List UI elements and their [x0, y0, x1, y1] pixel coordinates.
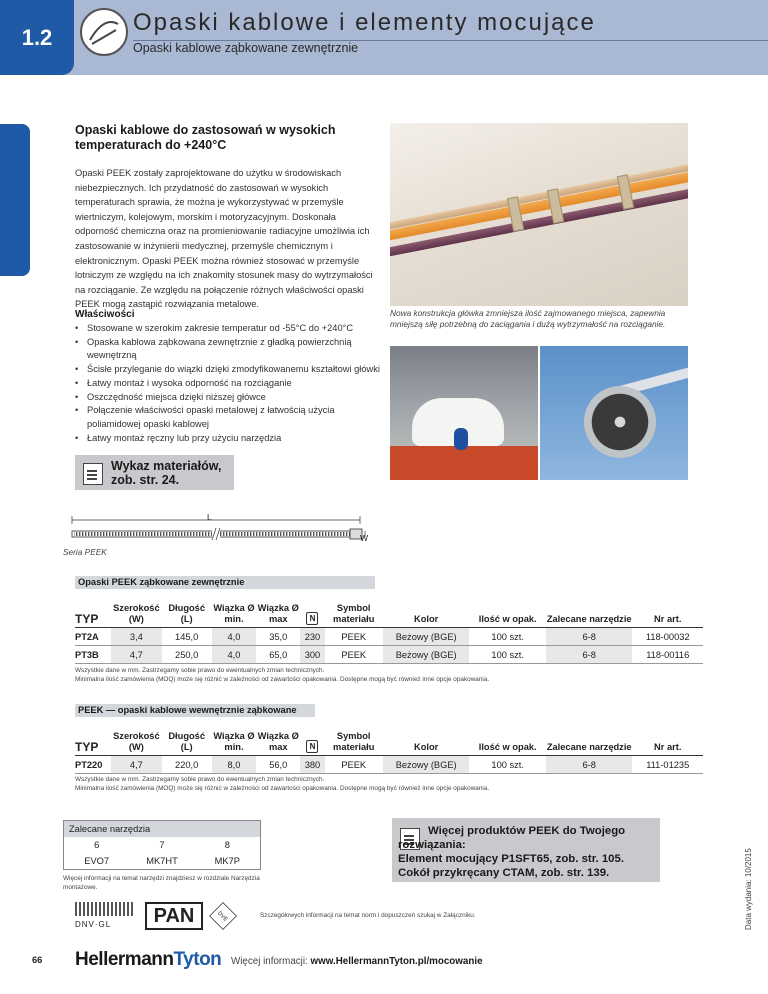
property-item: • Opaska kablowa ząbkowana zewnętrznie z gładką powierzchnią wewnętrzną	[75, 336, 390, 363]
tool-numbers: 6 7 8	[94, 840, 230, 850]
cert-note: Szczegółowych informacji na temat norm i dopuszczeń szukaj w Załączniku.	[260, 912, 476, 919]
properties-list	[75, 322, 390, 445]
page-subtitle: Opaski kablowe ząbkowane zewnętrznie	[133, 41, 359, 55]
col-max: Wiązka Ø max	[256, 731, 300, 756]
col-qty: Ilość w opak.	[469, 731, 545, 756]
table-row: PT2A 3,4 145,0 4,0 35,0 230 PEEK Beżowy (BGE) 100 szt. 6-8 118-00032	[75, 628, 703, 646]
section-number: 1.2	[0, 0, 74, 75]
materials-reference[interactable]	[75, 455, 234, 490]
col-min: Wiązka Ø min.	[212, 731, 256, 756]
col-qty: Ilość w opak.	[469, 603, 545, 628]
dve-logo: DVE	[209, 902, 237, 930]
table-header-row	[75, 603, 703, 628]
table2-title: PEEK — opaski kablowe wewnętrznie ząbkowane	[75, 704, 315, 717]
property-item: • Łatwy montaż ręczny lub przy użyciu narzędzia	[75, 432, 390, 446]
document-icon	[83, 463, 103, 485]
table2-note: Wszystkie dane w mm. Zastrzegamy sobie prawo do ewentualnych zmian technicznych. Minimalna ilość zamówienia (MOQ) może się różnić w zależności od zawartości opakowania. Dostępne mogą być również inne opcje opakowania.	[75, 776, 490, 792]
dnv-logo-icon	[75, 902, 135, 916]
tools-title: Zalecane narzędzia	[64, 821, 260, 837]
col-tensile	[300, 603, 324, 628]
col-typ: TYP	[75, 731, 111, 756]
footer-info: Więcej informacji: www.HellermannTyton.pl/mocowanie	[231, 956, 483, 967]
col-tool: Zalecane narzędzie	[546, 603, 633, 628]
brand-logo[interactable]: HellermannTyton	[75, 949, 222, 970]
more-products-box[interactable]	[392, 818, 660, 882]
width-label: W	[360, 533, 369, 543]
col-max: Wiązka Ø max	[256, 603, 300, 628]
property-item: • Oszczędność miejsca dzięki niższej główce	[75, 391, 390, 405]
tool-names: EVO7 MK7HT MK7P	[84, 856, 240, 866]
col-tool: Zalecane narzędzie	[546, 731, 633, 756]
col-width: Szerokość (W)	[111, 603, 161, 628]
edition-date: Data wydania: 10/2015	[744, 848, 753, 930]
dnv-label: DNV·GL	[75, 920, 112, 929]
table1-title: Opaski PEEK ząbkowane zewnętrznie	[75, 576, 375, 589]
materials-text-2: zob. str. 24.	[111, 473, 180, 487]
col-typ: TYP	[75, 603, 111, 628]
cable-tie-icon	[80, 8, 128, 56]
col-length: Długość (L)	[162, 731, 212, 756]
more-line-2: Element mocujący P1SFT65, zob. str. 105.	[398, 853, 625, 865]
side-tab	[0, 124, 30, 276]
pan-logo: PAN	[145, 902, 203, 930]
col-material: Symbol materiału	[325, 603, 383, 628]
jet-engine-photo	[540, 346, 688, 480]
table2	[75, 731, 703, 774]
col-color: Kolor	[383, 603, 470, 628]
more-line-1: Więcej produktów PEEK do Twojego rozwiązania:	[398, 825, 626, 851]
table1	[75, 603, 703, 664]
tensile-icon: N	[306, 612, 318, 625]
property-item: • Ścisłe przyleganie do wiązki dzięki zmodyfikowanemu kształtowi główki	[75, 363, 390, 377]
tensile-icon: N	[306, 740, 318, 753]
col-color: Kolor	[383, 731, 470, 756]
certifications	[75, 902, 237, 932]
col-length: Długość (L)	[162, 603, 212, 628]
property-item: • Połączenie właściwości opaski metalowej z łatwością użycia poliamidowej opaski kablowej	[75, 404, 390, 431]
article-intro: Opaski PEEK zostały zaprojektowane do użytku w środowiskach niebezpiecznych. Ich przydatność do zastosowań w wysokich temperaturach sprawia, że można je wykorzystywać w przemyśle wiertniczym, kolejowym, morskim i motoryzacyjnym. Doskonała odporność chemiczna oraz na promieniowanie radiacyjne umożliwia ich zastosowanie w inżynierii medycznej, przemyśle chemicznym i elektronicznym. Opaski PEEK można również stosować w przemyśle lotniczym ze względu na ich znakomity stosunek masy do wytrzymałości na rozciąganie. Ze względu na połączenie różnych właściwości opaski PEEK mogą zastąpić rozwiązania metalowe.	[75, 168, 373, 310]
properties-title: Właściwości	[75, 309, 135, 320]
col-tensile	[300, 731, 324, 756]
more-line-3: Cokół przykręcany CTAM, zob. str. 139.	[398, 867, 610, 879]
property-item: • Stosowane w szerokim zakresie temperatur od -55°C do +240°C	[75, 322, 390, 336]
materials-text-1: Wykaz materiałów,	[111, 459, 222, 473]
cable-bundle-photo	[390, 123, 688, 306]
tools-note: Więcej informacji na temat narzędzi znajdziesz w rozdziale Narzędzia montażowe.	[63, 875, 260, 891]
length-label: L	[207, 512, 212, 522]
page-number: 66	[32, 955, 43, 965]
table-row: PT3B 4,7 250,0 4,0 65,0 300 PEEK Beżowy (BGE) 100 szt. 6-8 118-00116	[75, 646, 703, 664]
article-heading: Opaski kablowe do zastosowań w wysokich temperaturach do +240°C	[75, 123, 336, 152]
recommended-tools	[63, 820, 261, 870]
cable-tie-drawing	[64, 512, 384, 542]
property-item: • Łatwy montaż i wysoka odporność na rozciąganie	[75, 377, 390, 391]
col-width: Szerokość (W)	[111, 731, 161, 756]
page-title: Opaski kablowe i elementy mocujące	[133, 9, 596, 36]
table-header-row	[75, 731, 703, 756]
photo-caption: Nowa konstrukcja główka zmniejsza ilość zajmowanego miejsca, zapewnia mniejszą siłę potrzebną do zaciągania i dużą wytrzymałość na rozciąganie.	[390, 308, 666, 329]
col-min: Wiązka Ø min.	[212, 603, 256, 628]
drawing-caption: Seria PEEK	[63, 547, 107, 557]
footer-link[interactable]: www.HellermannTyton.pl/mocowanie	[310, 956, 483, 967]
car-factory-photo	[390, 346, 538, 480]
table1-note: Wszystkie dane w mm. Zastrzegamy sobie prawo do ewentualnych zmian technicznych. Minimalna ilość zamówienia (MOQ) może się różnić w zależności od zawartości opakowania. Dostępne mogą być również inne opcje opakowania.	[75, 667, 490, 683]
col-art: Nr art.	[632, 603, 703, 628]
col-art: Nr art.	[632, 731, 703, 756]
table-row: PT220 4,7 220,0 8,0 56,0 380 PEEK Beżowy (BGE) 100 szt. 6-8 111-01235	[75, 756, 703, 774]
col-material: Symbol materiału	[325, 731, 383, 756]
